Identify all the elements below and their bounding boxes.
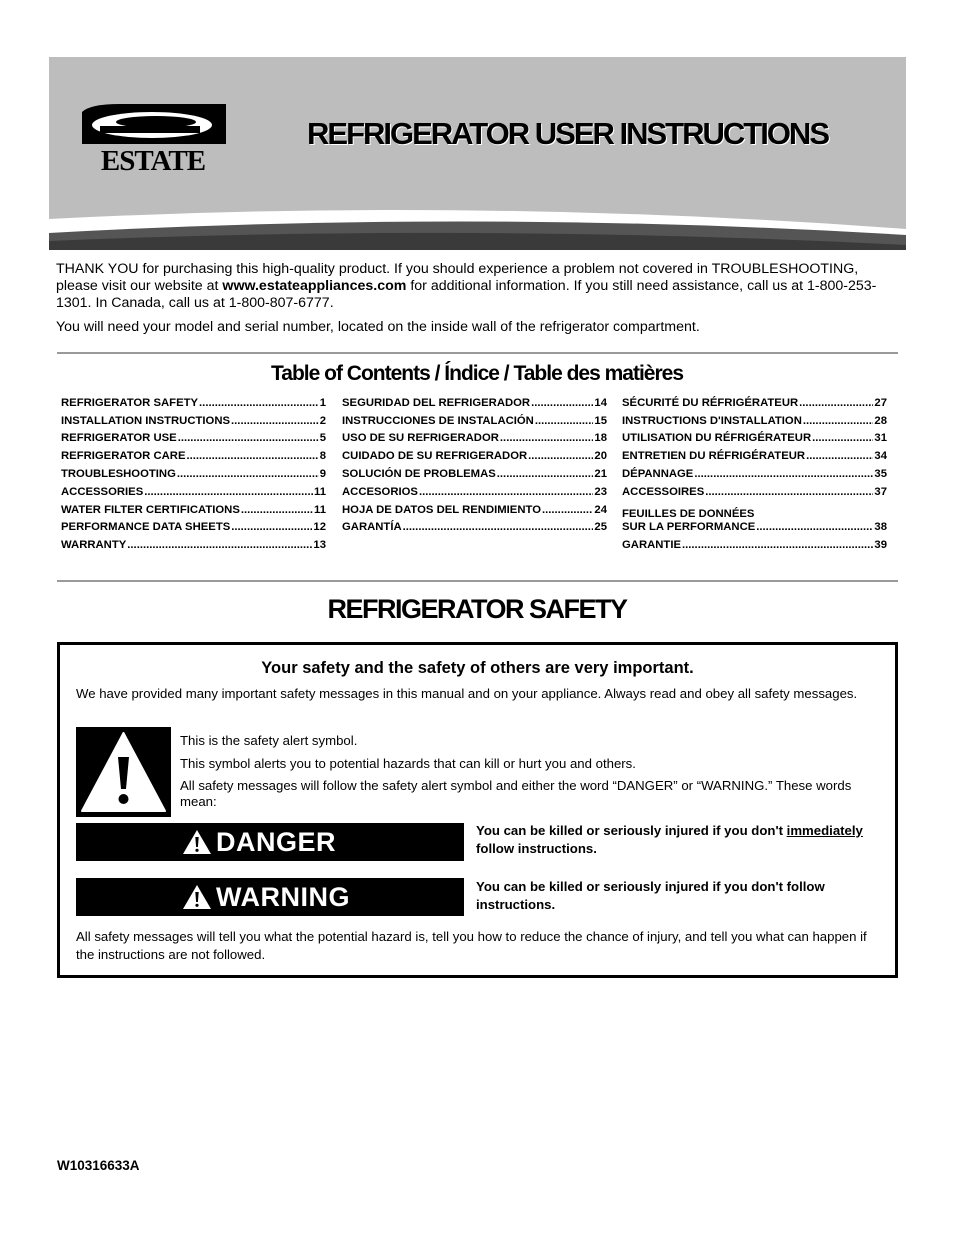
toc-entry-page: 12 — [313, 521, 326, 534]
toc-entry-page: 34 — [874, 450, 887, 463]
toc-entry-label: TROUBLESHOOTING — [61, 467, 176, 480]
toc-leader-dots — [500, 432, 594, 445]
toc-title: Table of Contents / Índice / Table des matières — [271, 362, 683, 385]
toc-entry[interactable] — [342, 428, 607, 446]
toc-entry-label: REFRIGERATOR SAFETY — [61, 396, 199, 409]
divider-bottom — [57, 580, 898, 582]
toc-leader-dots — [231, 521, 312, 534]
alert-line-2: This symbol alerts you to potential hazards that can kill or hurt you and others. — [180, 755, 636, 771]
toc-entry-page: 25 — [594, 521, 607, 534]
toc-entry[interactable] — [61, 410, 326, 428]
toc-entry-label: USO DE SU REFRIGERADOR — [342, 432, 499, 445]
toc-entry-page: 28 — [874, 414, 887, 427]
intro-paragraph-1: THANK YOU for purchasing this high-quality product. If you should experience a problem not covered in TROUBLESHOOTING, please visit our website at www.estateappliances.com for additional information. If you still need assistance, call us at 1-800-253-1301. In Canada, call us at 1-800-807-6777. — [56, 261, 877, 311]
toc-entry[interactable] — [622, 534, 887, 552]
toc-leader-dots — [806, 450, 873, 463]
warning-triangle-icon — [182, 884, 212, 910]
toc-entry-page: 9 — [319, 467, 326, 480]
toc-entry-label: WARRANTY — [61, 539, 127, 552]
document-code: W10316633A — [57, 1158, 140, 1173]
toc-entry-label: PERFORMANCE DATA SHEETS — [61, 521, 231, 534]
toc-leader-dots — [799, 397, 873, 410]
toc-leader-dots — [403, 521, 594, 534]
toc-entry-page: 11 — [314, 503, 326, 516]
toc-entry[interactable] — [342, 410, 607, 428]
toc-entry-label: SOLUCIÓN DE PROBLEMAS — [342, 467, 496, 480]
toc-entry[interactable] — [342, 463, 607, 481]
toc-leader-dots — [705, 486, 873, 499]
toc-entry-label: INSTRUCCIONES DE INSTALACIÓN — [342, 414, 534, 427]
alert-line-1: This is the safety alert symbol. — [180, 733, 358, 748]
toc-entry-label: CUIDADO DE SU REFRIGERADOR — [342, 450, 528, 463]
toc-entry-label: UTILISATION DU RÉFRIGÉRATEUR — [622, 432, 812, 445]
toc-entry-label: ACCESSORIES — [61, 485, 144, 498]
alert-description — [180, 733, 880, 817]
toc-entry[interactable] — [342, 481, 607, 499]
toc-leader-dots — [231, 415, 319, 428]
divider-top — [57, 352, 898, 354]
toc-entry-page: 13 — [313, 539, 326, 552]
toc-leader-dots — [144, 486, 313, 499]
toc-entry[interactable] — [61, 517, 326, 535]
toc-entry[interactable] — [342, 499, 607, 517]
toc-entry-page: 8 — [319, 450, 326, 463]
toc-leader-dots — [812, 432, 873, 445]
safety-headline: Your safety and the safety of others are very important. — [261, 659, 694, 677]
toc-entry[interactable] — [61, 481, 326, 499]
toc-entry-page: 35 — [874, 467, 887, 480]
toc-entry-page: 18 — [594, 432, 607, 445]
toc-entry-page: 38 — [874, 520, 887, 533]
toc-entry-label: INSTRUCTIONS D'INSTALLATION — [622, 414, 802, 427]
toc-entry[interactable] — [622, 392, 887, 410]
safety-alert-icon — [76, 727, 171, 817]
toc-entry-page: 24 — [594, 503, 607, 516]
toc-entry-page: 23 — [594, 485, 607, 498]
warning-label: WARNING — [216, 881, 350, 912]
toc-entry-page: 37 — [874, 485, 887, 498]
toc-entry-page: 2 — [319, 414, 326, 427]
warning-triangle-icon — [182, 829, 212, 855]
toc-entry[interactable] — [61, 392, 326, 410]
toc-entry-label: ENTRETIEN DU RÉFRIGÉRATEUR — [622, 450, 806, 463]
toc-column-english — [61, 392, 326, 552]
toc-entry-page: 27 — [874, 396, 887, 409]
toc-entry-page: 39 — [874, 538, 887, 551]
toc-leader-dots — [127, 539, 312, 552]
toc-entry-label: REFRIGERATOR CARE — [61, 450, 186, 463]
toc-entry-label: ACCESSOIRES — [622, 485, 705, 498]
toc-leader-dots — [803, 415, 874, 428]
toc-leader-dots — [531, 397, 593, 410]
toc-entry[interactable] — [61, 534, 326, 552]
toc-entry-label: REFRIGERATOR USE — [61, 432, 177, 445]
warning-description: You can be killed or seriously injured if you don't follow instructions. — [476, 879, 825, 912]
toc-entry-label: FEUILLES DE DONNÉES SUR LA PERFORMANCE — [622, 507, 756, 533]
danger-label-box — [76, 823, 464, 861]
toc-entry[interactable] — [622, 410, 887, 428]
safety-intro: We have provided many important safety messages in this manual and on your appliance. Always read and obey all safety messages. — [76, 686, 858, 701]
toc-entry-label: HOJA DE DATOS DEL RENDIMIENTO — [342, 503, 541, 516]
section-title: REFRIGERATOR SAFETY — [327, 594, 627, 624]
brand-name: ESTATE — [100, 145, 206, 177]
toc-leader-dots — [756, 521, 873, 534]
page-title: REFRIGERATOR USER INSTRUCTIONS — [307, 116, 828, 151]
toc-entry-page: 5 — [319, 432, 326, 445]
toc-entry-label: SÉCURITÉ DU RÉFRIGÉRATEUR — [622, 396, 799, 409]
toc-leader-dots — [542, 504, 593, 517]
toc-entry[interactable] — [622, 481, 887, 499]
toc-entry-label: INSTALLATION INSTRUCTIONS — [61, 414, 231, 427]
toc-entry[interactable] — [622, 445, 887, 463]
toc-entry[interactable] — [622, 499, 887, 534]
toc-entry-page: 21 — [594, 467, 607, 480]
toc-leader-dots — [178, 432, 319, 445]
toc-entry-label: DÉPANNAGE — [622, 467, 694, 480]
toc-entry[interactable] — [61, 445, 326, 463]
danger-label: DANGER — [216, 826, 337, 857]
safety-footer: All safety messages will tell you what the potential hazard is, tell you how to reduce the chance of injury, and tell you what can happen if the instructions are not followed. — [76, 929, 867, 962]
toc-entry-label: GARANTIE — [622, 538, 681, 551]
toc-entry[interactable] — [61, 499, 326, 517]
toc-column-french — [622, 392, 887, 552]
toc-column-spanish — [342, 392, 607, 534]
toc-leader-dots — [241, 504, 313, 517]
toc-entry[interactable] — [622, 463, 887, 481]
toc-leader-dots — [528, 450, 593, 463]
toc-leader-dots — [199, 397, 319, 410]
safety-box — [57, 642, 898, 978]
alert-line-3: All safety messages will follow the safety alert symbol and either the word “DANGER” or “WARNING.” These words mean: — [180, 778, 852, 809]
toc-leader-dots — [682, 539, 873, 552]
toc-entry-page: 15 — [594, 414, 607, 427]
toc-entry-page: 14 — [594, 396, 607, 409]
toc-leader-dots — [497, 468, 594, 481]
website-link[interactable]: www.estateappliances.com — [222, 278, 407, 294]
danger-description: You can be killed or seriously injured if you don't immediately follow instructions. — [476, 823, 863, 856]
toc-entry[interactable] — [61, 428, 326, 446]
intro-paragraph-2: You will need your model and serial number, located on the inside wall of the refrigerator compartment. — [56, 319, 700, 335]
toc-entry-label: SEGURIDAD DEL REFRIGERADOR — [342, 396, 531, 409]
toc-entry-label: GARANTÍA — [342, 521, 402, 534]
toc-entry[interactable] — [61, 463, 326, 481]
toc-entry-page: 1 — [319, 396, 326, 409]
toc-leader-dots — [694, 468, 873, 481]
intro-text — [56, 261, 898, 343]
toc-entry-page: 11 — [314, 485, 326, 498]
toc-entry[interactable] — [622, 428, 887, 446]
toc-entry-label: ACCESORIOS — [342, 485, 418, 498]
toc-entry[interactable] — [342, 392, 607, 410]
toc-entry-label: WATER FILTER CERTIFICATIONS — [61, 503, 240, 516]
toc-leader-dots — [177, 468, 319, 481]
toc-entry-page: 31 — [874, 432, 887, 445]
toc-entry[interactable] — [342, 445, 607, 463]
warning-label-box — [76, 878, 464, 916]
toc-leader-dots — [186, 450, 318, 463]
toc-entry-page: 20 — [594, 450, 607, 463]
toc-leader-dots — [535, 415, 594, 428]
toc-leader-dots — [419, 486, 593, 499]
toc-entry[interactable] — [342, 517, 607, 535]
